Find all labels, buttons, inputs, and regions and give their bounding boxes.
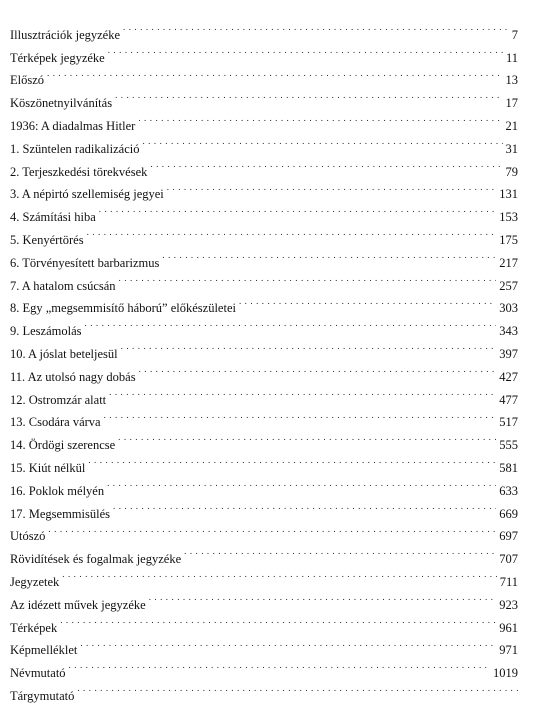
dot-leader [87, 221, 497, 244]
toc-entry [10, 335, 518, 361]
dot-leader [88, 449, 496, 472]
dot-leader [139, 358, 497, 381]
toc-entry [10, 312, 518, 339]
toc-entry-page: 217 [499, 255, 518, 270]
dot-leader [77, 677, 518, 700]
dot-leader [119, 267, 497, 290]
toc-entry-page: 477 [499, 392, 518, 407]
toc-entry-page: 707 [499, 552, 518, 567]
toc-entry-page: 517 [499, 415, 518, 430]
toc-entry-title: Köszönetnyilvánítás [10, 96, 113, 111]
toc-entry-title: Illusztrációk jegyzéke [10, 27, 121, 42]
toc-entry-page: 697 [499, 529, 518, 544]
toc-entry [10, 632, 518, 658]
toc-entry-page: 397 [499, 346, 518, 361]
dot-leader [162, 244, 496, 267]
toc-entry-title: 9. Leszámolás [10, 324, 82, 339]
dot-leader [118, 426, 496, 449]
toc-entry-title: Tárgymutató [10, 688, 75, 703]
dot-leader [108, 39, 503, 62]
toc-entry-page: 343 [499, 324, 518, 339]
dot-leader [121, 335, 497, 358]
toc-entry-title: 7. A hatalom csúcsán [10, 278, 116, 293]
toc-entry-page: 131 [499, 187, 518, 202]
toc-entry [10, 563, 518, 589]
toc-entry-title: Névmutató [10, 666, 66, 681]
toc-entry-page: 257 [499, 278, 518, 293]
toc-entry-page: 7 [511, 27, 518, 42]
dot-leader [48, 518, 496, 541]
toc-entry-page: 31 [505, 141, 518, 156]
toc-entry-title: Előszó [10, 73, 45, 88]
toc-entry-title: Az idézett művek jegyzéke [10, 597, 146, 612]
toc-entry-title: 5. Kenyértörés [10, 232, 84, 247]
toc-entry-page: 175 [499, 232, 518, 247]
toc-entry [10, 518, 518, 544]
dot-leader [167, 176, 496, 199]
toc-entry-page: 17 [505, 96, 518, 111]
toc-entry-page: 303 [499, 301, 518, 316]
toc-entry-page: 427 [499, 369, 518, 384]
toc-entry-page: 961 [499, 620, 518, 635]
toc-entry-title: 17. Megsemmisülés [10, 506, 110, 521]
toc-entry-title: Térképek [10, 620, 58, 635]
dot-leader [239, 290, 496, 313]
dot-leader [69, 654, 490, 677]
dot-leader [115, 84, 502, 107]
toc-entry-title: 4. Számítási hiba [10, 210, 96, 225]
toc-entry-title: Képmelléklet [10, 643, 78, 658]
toc-entry [10, 221, 518, 247]
toc-entry-title: 6. Törvényesített barbarizmus [10, 255, 160, 270]
dot-leader [62, 563, 496, 586]
toc-entry-page: 13 [505, 73, 518, 88]
toc-entry-title: 14. Ördögi szerencse [10, 438, 116, 453]
toc-entry [10, 609, 518, 635]
table-of-contents [10, 16, 518, 703]
dot-leader [184, 540, 496, 563]
toc-entry-page: 21 [505, 118, 518, 133]
toc-entry-page: 79 [505, 164, 518, 179]
dot-leader [138, 107, 502, 130]
dot-leader [80, 632, 496, 655]
toc-entry-title: 3. A népirtó szellemiség jegyei [10, 187, 164, 202]
dot-leader [109, 381, 496, 404]
toc-entry-page: 923 [499, 597, 518, 612]
toc-entry-title: Rövidítések és fogalmak jegyzéke [10, 552, 182, 567]
dot-leader [107, 472, 496, 495]
toc-entry [10, 654, 518, 681]
toc-entry-title: 11. Az utolsó nagy dobás [10, 369, 136, 384]
toc-entry-page: 11 [505, 50, 518, 65]
toc-entry-page: 153 [499, 210, 518, 225]
dot-leader [150, 153, 502, 176]
dot-leader [47, 62, 502, 85]
toc-entry-page: 971 [499, 643, 518, 658]
toc-entry [10, 586, 518, 612]
toc-entry-title: 15. Kiút nélkül [10, 460, 86, 475]
toc-entry-title: 1936: A diadalmas Hitler [10, 118, 136, 133]
toc-entry-page: 1019 [493, 666, 518, 681]
toc-entry-title: 13. Csodára várva [10, 415, 101, 430]
toc-entry-page: 555 [499, 438, 518, 453]
toc-entry-page: 669 [499, 506, 518, 521]
toc-entry-title: 1. Szüntelen radikalizáció [10, 141, 140, 156]
dot-leader [104, 404, 497, 427]
dot-leader [113, 495, 496, 518]
toc-entry [10, 540, 518, 567]
toc-entry-title: 12. Ostromzár alatt [10, 392, 107, 407]
dot-leader [142, 130, 502, 153]
toc-entry [10, 677, 518, 703]
toc-entry-title: 16. Poklok mélyén [10, 483, 105, 498]
dot-leader [99, 198, 497, 221]
toc-entry-title: 8. Egy „megsemmisítő háború” előkészületei [10, 301, 236, 316]
toc-entry-page: 711 [499, 574, 518, 589]
toc-entry-title: Utószó [10, 529, 46, 544]
dot-leader [60, 609, 496, 632]
dot-leader [123, 16, 509, 39]
toc-entry [10, 62, 518, 88]
toc-entry [10, 16, 518, 42]
dot-leader [149, 586, 497, 609]
toc-entry-title: Jegyzetek [10, 574, 60, 589]
toc-entry-title: Térképek jegyzéke [10, 50, 105, 65]
dot-leader [85, 312, 497, 335]
toc-entry-title: 2. Terjeszkedési törekvések [10, 164, 148, 179]
toc-entry-page: 581 [499, 460, 518, 475]
toc-entry-title: 10. A jóslat beteljesül [10, 346, 118, 361]
toc-entry-page: 633 [499, 483, 518, 498]
toc-entry [10, 84, 518, 111]
